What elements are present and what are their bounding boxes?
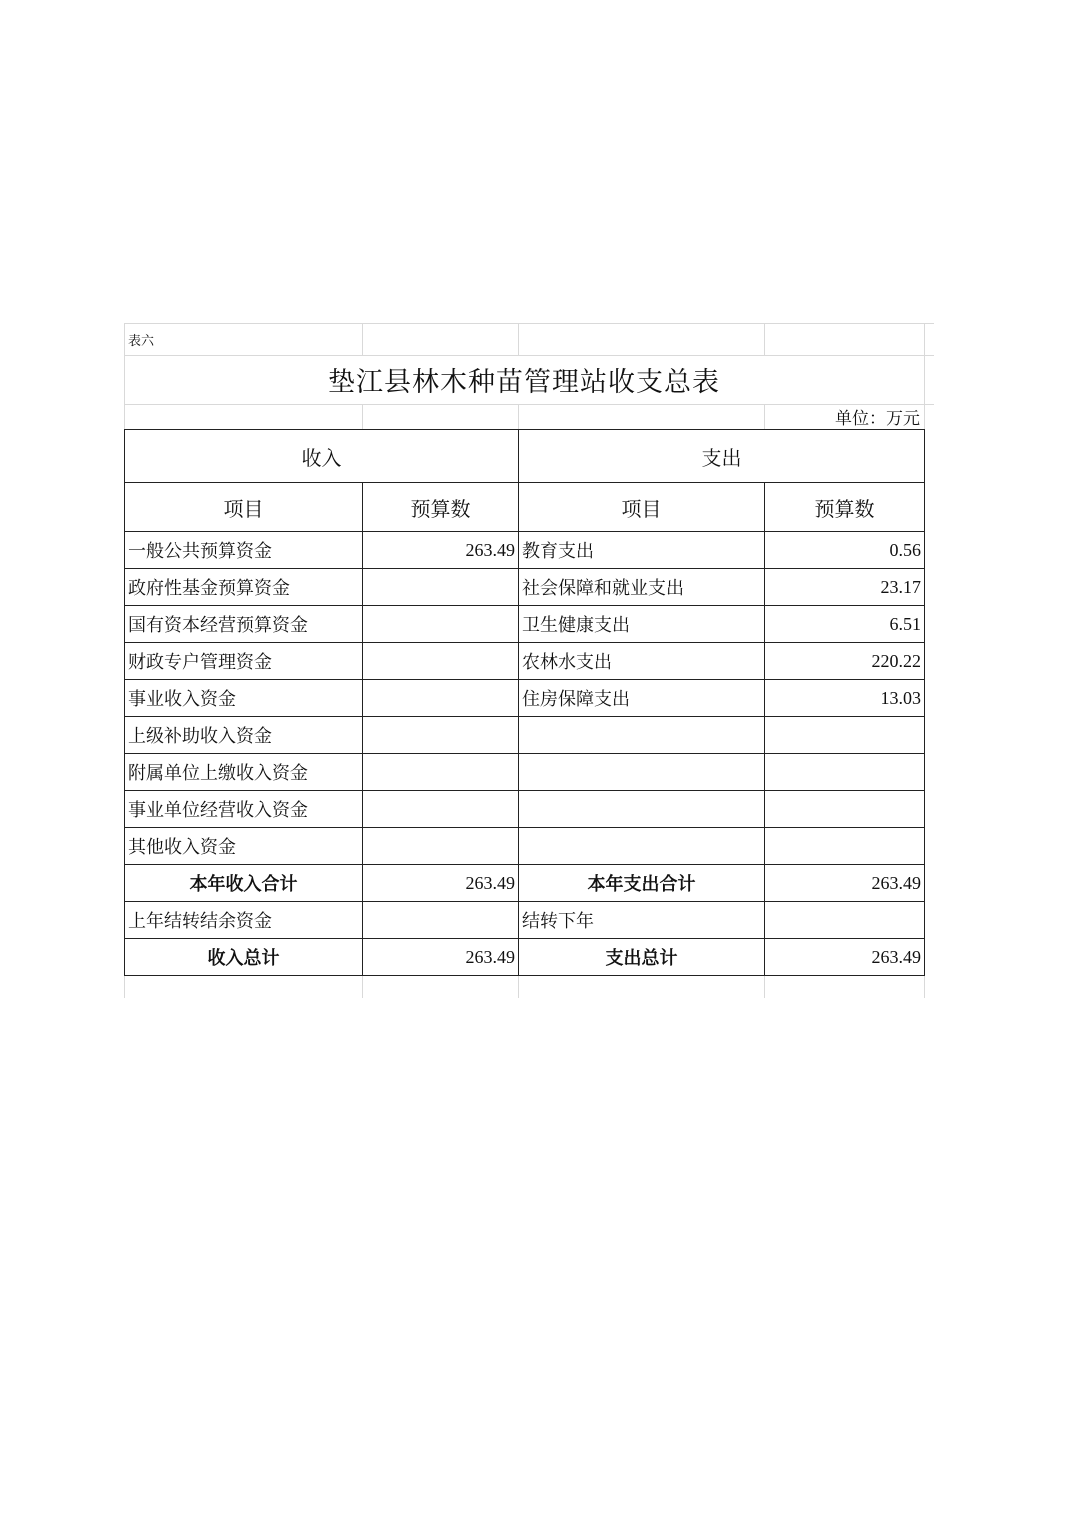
table-row [125, 643, 925, 680]
grid-line [518, 404, 519, 429]
expense-item-cell [519, 717, 765, 754]
section-header-row [125, 430, 925, 483]
year-total-row [125, 865, 925, 902]
expense-budget-cell: 6.51 [765, 606, 925, 643]
grid-line [518, 975, 519, 998]
income-item-cell: 政府性基金预算资金 [125, 569, 363, 606]
year-expense-total-value: 263.49 [765, 865, 925, 902]
expense-budget-cell [765, 717, 925, 754]
expense-item-cell: 教育支出 [519, 532, 765, 569]
table-row [125, 754, 925, 791]
income-budget-cell [363, 643, 519, 680]
budget-sheet [124, 323, 934, 998]
income-budget-cell [363, 791, 519, 828]
carryover-row [125, 902, 925, 939]
sheet-label: 表六 [128, 333, 155, 349]
income-item-cell: 上级补助收入资金 [125, 717, 363, 754]
table-row [125, 717, 925, 754]
expense-budget-cell [765, 828, 925, 865]
column-header-row [125, 483, 925, 532]
income-item-cell: 一般公共预算资金 [125, 532, 363, 569]
grand-total-row [125, 939, 925, 976]
expense-item-header: 项目 [519, 483, 765, 532]
carryover-income-label: 上年结转结余资金 [125, 902, 363, 939]
carryover-expense-label: 结转下年 [519, 902, 765, 939]
grand-income-total-value: 263.49 [363, 939, 519, 976]
income-budget-cell [363, 680, 519, 717]
income-budget-cell [363, 754, 519, 791]
table-row [125, 680, 925, 717]
expense-budget-cell [765, 791, 925, 828]
income-item-cell: 事业收入资金 [125, 680, 363, 717]
table-row [125, 532, 925, 569]
carryover-income-value [363, 902, 519, 939]
income-budget-header: 预算数 [363, 483, 519, 532]
budget-table [124, 429, 925, 976]
expense-item-cell: 社会保障和就业支出 [519, 569, 765, 606]
expense-item-cell: 卫生健康支出 [519, 606, 765, 643]
year-expense-total-label: 本年支出合计 [519, 865, 765, 902]
income-item-cell: 附属单位上缴收入资金 [125, 754, 363, 791]
carryover-expense-value [765, 902, 925, 939]
expense-item-cell [519, 828, 765, 865]
expense-budget-header: 预算数 [765, 483, 925, 532]
grand-expense-total-label: 支出总计 [519, 939, 765, 976]
year-income-total-value: 263.49 [363, 865, 519, 902]
expense-budget-cell: 0.56 [765, 532, 925, 569]
income-item-cell: 其他收入资金 [125, 828, 363, 865]
table-row [125, 791, 925, 828]
page-title: 垫江县林木种苗管理站收支总表 [328, 367, 720, 398]
expense-item-cell: 农林水支出 [519, 643, 765, 680]
income-budget-cell [363, 569, 519, 606]
expense-item-cell: 住房保障支出 [519, 680, 765, 717]
income-item-cell: 事业单位经营收入资金 [125, 791, 363, 828]
table-row [125, 606, 925, 643]
grid-line [764, 975, 765, 998]
income-item-cell: 财政专户管理资金 [125, 643, 363, 680]
grid-line [362, 323, 363, 355]
income-budget-cell: 263.49 [363, 532, 519, 569]
income-budget-cell [363, 606, 519, 643]
grand-income-total-label: 收入总计 [125, 939, 363, 976]
grid-line [362, 404, 363, 429]
expense-section-header: 支出 [519, 430, 925, 483]
income-item-cell: 国有资本经营预算资金 [125, 606, 363, 643]
income-budget-cell [363, 828, 519, 865]
income-section-header: 收入 [125, 430, 519, 483]
grid-line [518, 323, 519, 355]
expense-budget-cell: 220.22 [765, 643, 925, 680]
table-row [125, 828, 925, 865]
expense-item-cell [519, 791, 765, 828]
expense-budget-cell: 23.17 [765, 569, 925, 606]
table-row [125, 569, 925, 606]
grid-line [362, 975, 363, 998]
income-budget-cell [363, 717, 519, 754]
income-item-header: 项目 [125, 483, 363, 532]
expense-budget-cell [765, 754, 925, 791]
year-income-total-label: 本年收入合计 [125, 865, 363, 902]
grid-line [764, 323, 765, 355]
expense-item-cell [519, 754, 765, 791]
grand-expense-total-value: 263.49 [765, 939, 925, 976]
expense-budget-cell: 13.03 [765, 680, 925, 717]
unit-label: 单位：万元 [835, 409, 920, 429]
